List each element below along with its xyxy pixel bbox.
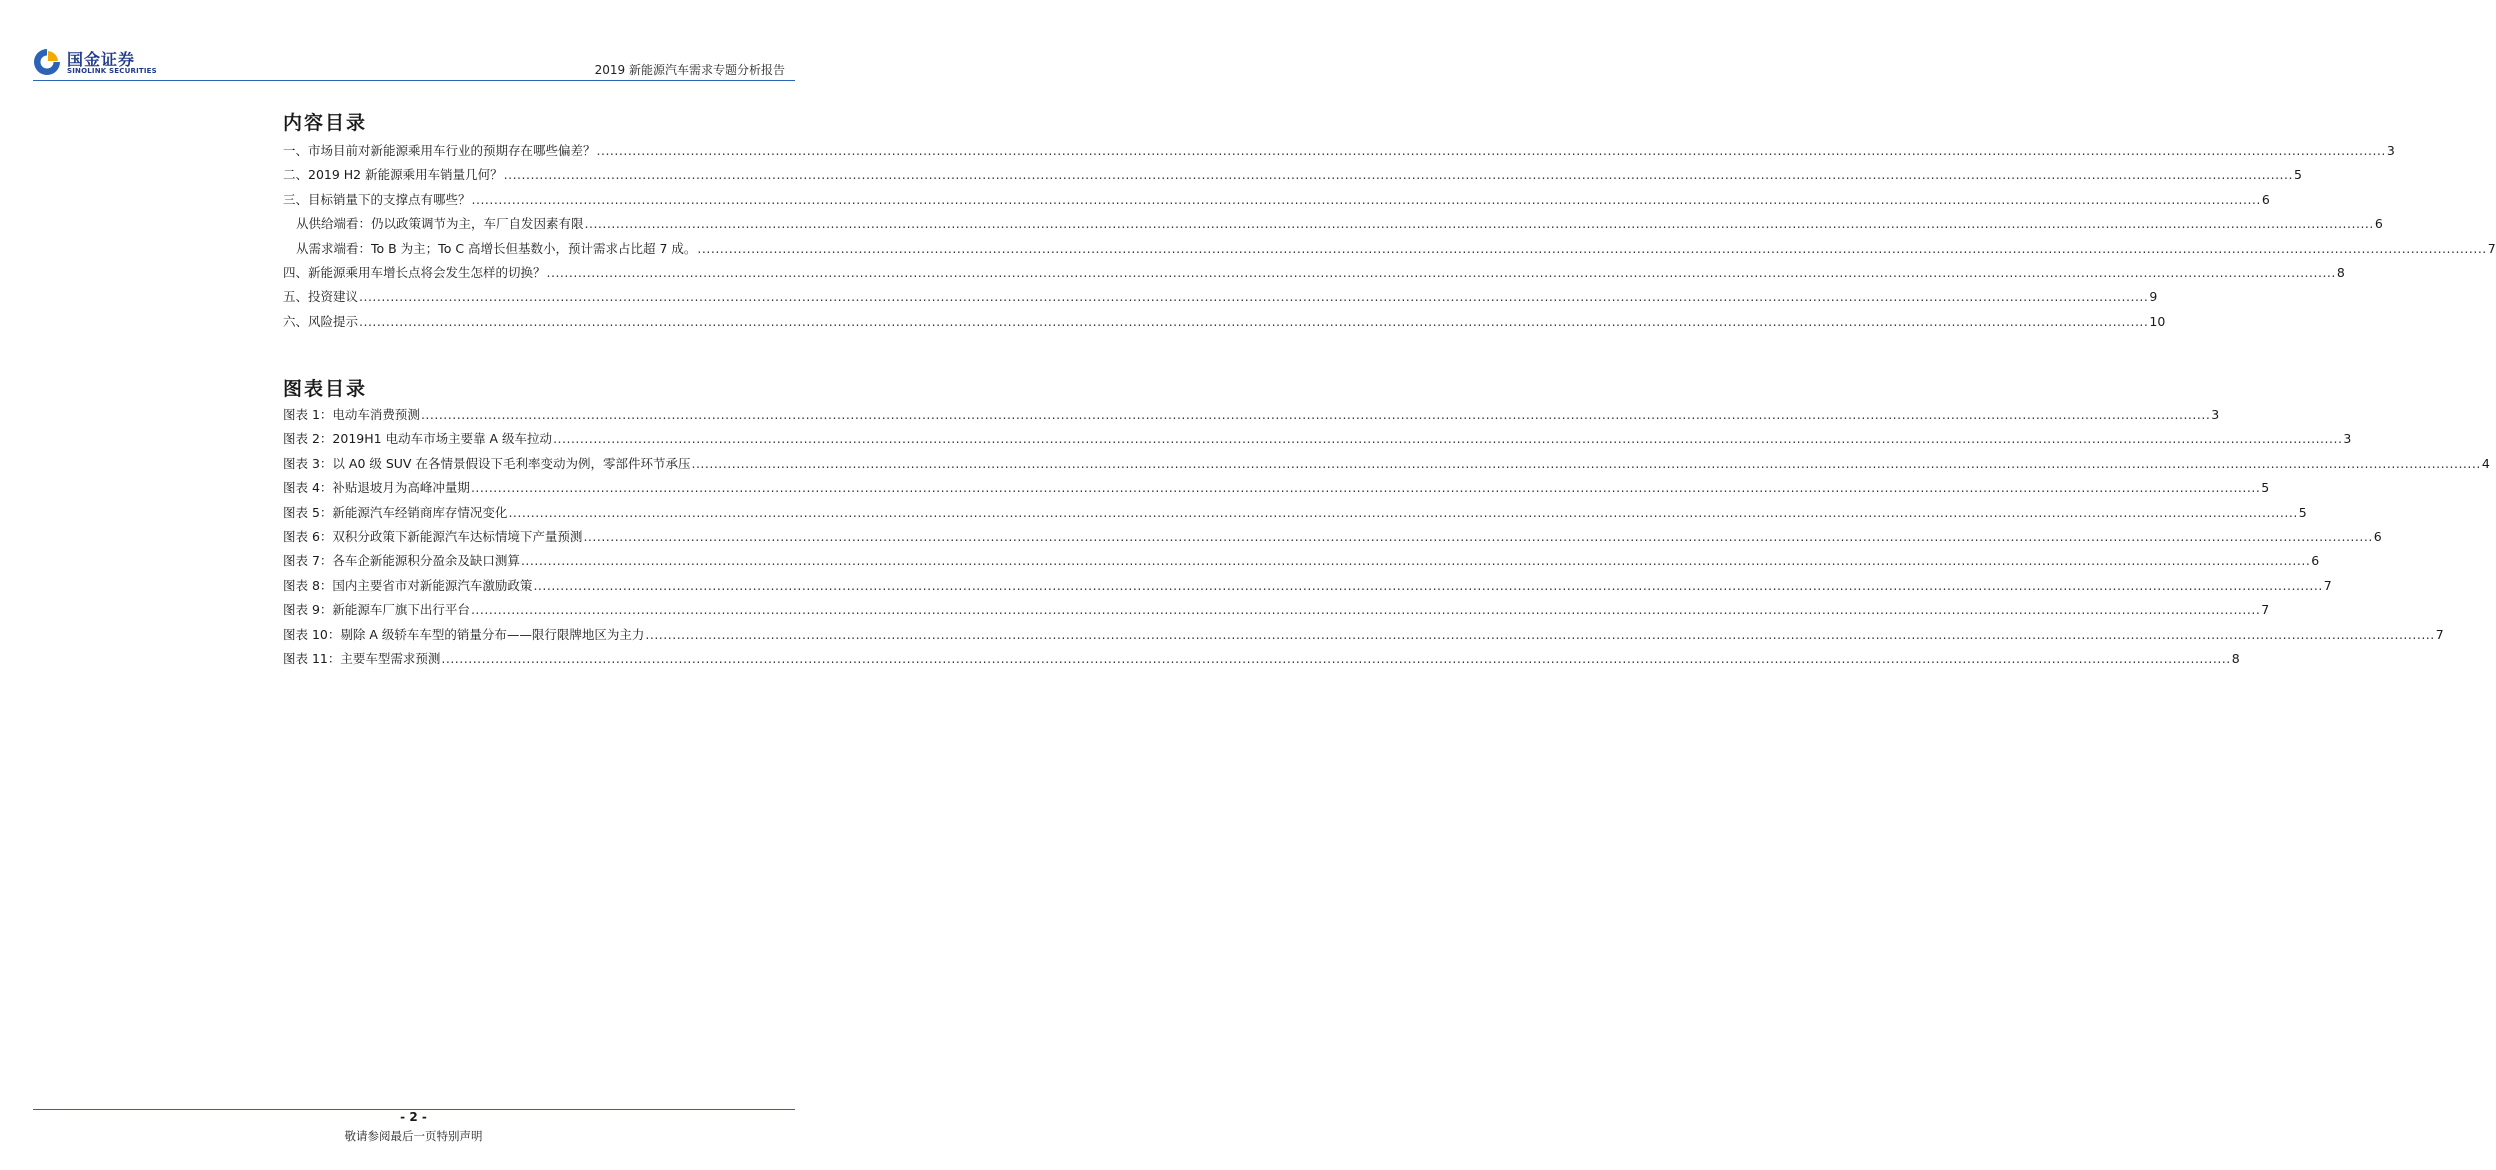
logo-english-name: SINOLINK SECURITIES: [67, 67, 157, 75]
figure-entry-page-number: 3: [2343, 431, 2352, 447]
header-divider: [33, 80, 795, 81]
figure-entry-page-number: 3: [2211, 407, 2220, 422]
figure-entry-label: 图表 3：以 A0 级 SUV 在各情景假设下毛利率变动为例，零部件环节承压: [283, 455, 691, 471]
figure-entry-label: 图表 8：国内主要省市对新能源汽车激励政策: [283, 577, 533, 593]
figure-entry[interactable]: [283, 503, 2307, 527]
figure-entry[interactable]: [283, 429, 2352, 453]
dot-leader: ................................................................................................................................................................................................................................................................................................................................................................................................................: [503, 167, 2293, 183]
disclaimer-note: 敬请参阅最后一页特别声明: [344, 1129, 483, 1143]
toc-entry-page-number: 7: [2487, 240, 2496, 256]
figure-entry-page-number: 7: [2323, 577, 2332, 593]
dot-leader: ................................................................................................................................................................................................................................................................................................................................................................................................................: [441, 650, 2231, 666]
figures-heading: 图表目录: [283, 378, 368, 400]
dot-leader: ................................................................................................................................................................................................................................................................................................................................................................................................................: [697, 240, 2487, 256]
figure-entry[interactable]: [283, 600, 2270, 624]
figure-entry[interactable]: [283, 454, 2490, 478]
toc-entry-page-number: 6: [2261, 191, 2270, 207]
figure-entry-page-number: 4: [2481, 455, 2490, 471]
dot-leader: ................................................................................................................................................................................................................................................................................................................................................................................................................: [359, 313, 2149, 329]
figure-entry-page-number: 5: [2261, 480, 2270, 496]
figure-entry-page-number: 6: [2373, 528, 2382, 544]
contents-list: [283, 141, 2496, 336]
toc-entry-page-number: 5: [2293, 167, 2302, 183]
figure-entry[interactable]: [283, 527, 2382, 551]
dot-leader: ................................................................................................................................................................................................................................................................................................................................................................................................................: [553, 431, 2343, 447]
toc-entry-page-number: 3: [2386, 143, 2395, 158]
toc-entry[interactable]: [283, 214, 2383, 238]
toc-entry-page-number: 9: [2149, 289, 2158, 305]
sinolink-logo-icon: [33, 48, 61, 76]
dot-leader: ................................................................................................................................................................................................................................................................................................................................................................................................................: [691, 455, 2481, 471]
toc-entry-label: 三、目标销量下的支撑点有哪些？: [283, 191, 471, 207]
figure-entry[interactable]: [283, 405, 2220, 429]
page-number: - 2 -: [400, 1110, 427, 1124]
figure-entry[interactable]: [283, 551, 2320, 575]
contents-heading: 内容目录: [283, 112, 368, 134]
figure-entry-page-number: 8: [2231, 650, 2240, 666]
toc-entry-label: 六、风险提示: [283, 313, 359, 329]
toc-entry[interactable]: [283, 239, 2496, 263]
toc-entry[interactable]: [283, 287, 2158, 311]
dot-leader: ................................................................................................................................................................................................................................................................................................................................................................................................................: [359, 289, 2149, 305]
figure-entry-label: 图表 4：补贴退坡月为高峰冲量期: [283, 480, 470, 496]
figure-entry-label: 图表 9：新能源车厂旗下出行平台: [283, 602, 470, 618]
figure-entry-page-number: 7: [2261, 602, 2270, 618]
logo-chinese-name: 国金证券: [67, 50, 136, 69]
toc-entry[interactable]: [283, 141, 2395, 165]
toc-entry[interactable]: [283, 263, 2345, 287]
figure-entry-label: 图表 11：主要车型需求预测: [283, 650, 441, 666]
figure-entry[interactable]: [283, 478, 2270, 502]
figure-entry[interactable]: [283, 576, 2332, 600]
dot-leader: ................................................................................................................................................................................................................................................................................................................................................................................................................: [470, 480, 2261, 496]
toc-entry-label: 二、2019 H2 新能源乘用车销量几何？: [283, 167, 503, 183]
toc-entry[interactable]: [283, 190, 2270, 214]
toc-entry-page-number: 8: [2336, 264, 2345, 280]
figure-entry[interactable]: [283, 625, 2444, 649]
toc-entry[interactable]: [283, 312, 2166, 336]
toc-entry-label: 五、投资建议: [283, 289, 359, 305]
figure-entry-label: 图表 5：新能源汽车经销商库存情况变化: [283, 504, 508, 520]
figure-entry-label: 图表 7：各车企新能源积分盈余及缺口测算: [283, 553, 520, 569]
figure-entry[interactable]: [283, 649, 2240, 673]
company-logo: [33, 47, 163, 79]
dot-leader: ................................................................................................................................................................................................................................................................................................................................................................................................................: [645, 626, 2435, 642]
toc-entry-page-number: 10: [2149, 313, 2166, 329]
figure-entry-page-number: 6: [2311, 553, 2320, 569]
figure-entry-label: 图表 10：剔除 A 级轿车车型的销量分布——限行限牌地区为主力: [283, 626, 645, 642]
toc-entry-label: 一、市场目前对新能源乘用车行业的预期存在哪些偏差？: [283, 143, 596, 158]
figure-entry-label: 图表 6：双积分政策下新能源汽车达标情境下产量预测: [283, 528, 583, 544]
dot-leader: ................................................................................................................................................................................................................................................................................................................................................................................................................: [520, 553, 2311, 569]
toc-entry-label: 从需求端看：To B 为主；To C 高增长但基数小，预计需求占比超 7 成。: [296, 240, 697, 256]
toc-entry-page-number: 6: [2374, 216, 2383, 232]
toc-entry-label: 四、新能源乘用车增长点将会发生怎样的切换？: [283, 264, 546, 280]
dot-leader: ................................................................................................................................................................................................................................................................................................................................................................................................................: [584, 216, 2374, 232]
dot-leader: ................................................................................................................................................................................................................................................................................................................................................................................................................: [583, 528, 2373, 544]
dot-leader: ................................................................................................................................................................................................................................................................................................................................................................................................................: [596, 143, 2386, 158]
toc-entry-label: 从供给端看：仍以政策调节为主，车厂自发因素有限: [296, 216, 584, 232]
figure-entry-page-number: 5: [2298, 504, 2307, 520]
toc-entry[interactable]: [283, 165, 2302, 189]
figure-entry-page-number: 7: [2435, 626, 2444, 642]
dot-leader: ................................................................................................................................................................................................................................................................................................................................................................................................................: [471, 191, 2261, 207]
dot-leader: ................................................................................................................................................................................................................................................................................................................................................................................................................: [546, 264, 2336, 280]
report-title: 2019 新能源汽车需求专题分析报告: [594, 63, 785, 77]
figure-entry-label: 图表 2：2019H1 电动车市场主要靠 A 级车拉动: [283, 431, 553, 447]
dot-leader: ................................................................................................................................................................................................................................................................................................................................................................................................................: [508, 504, 2298, 520]
dot-leader: ................................................................................................................................................................................................................................................................................................................................................................................................................: [470, 602, 2261, 618]
figures-list: [283, 405, 2490, 673]
figure-entry-label: 图表 1：电动车消费预测: [283, 407, 420, 422]
dot-leader: ................................................................................................................................................................................................................................................................................................................................................................................................................: [420, 407, 2211, 422]
dot-leader: ................................................................................................................................................................................................................................................................................................................................................................................................................: [533, 577, 2323, 593]
